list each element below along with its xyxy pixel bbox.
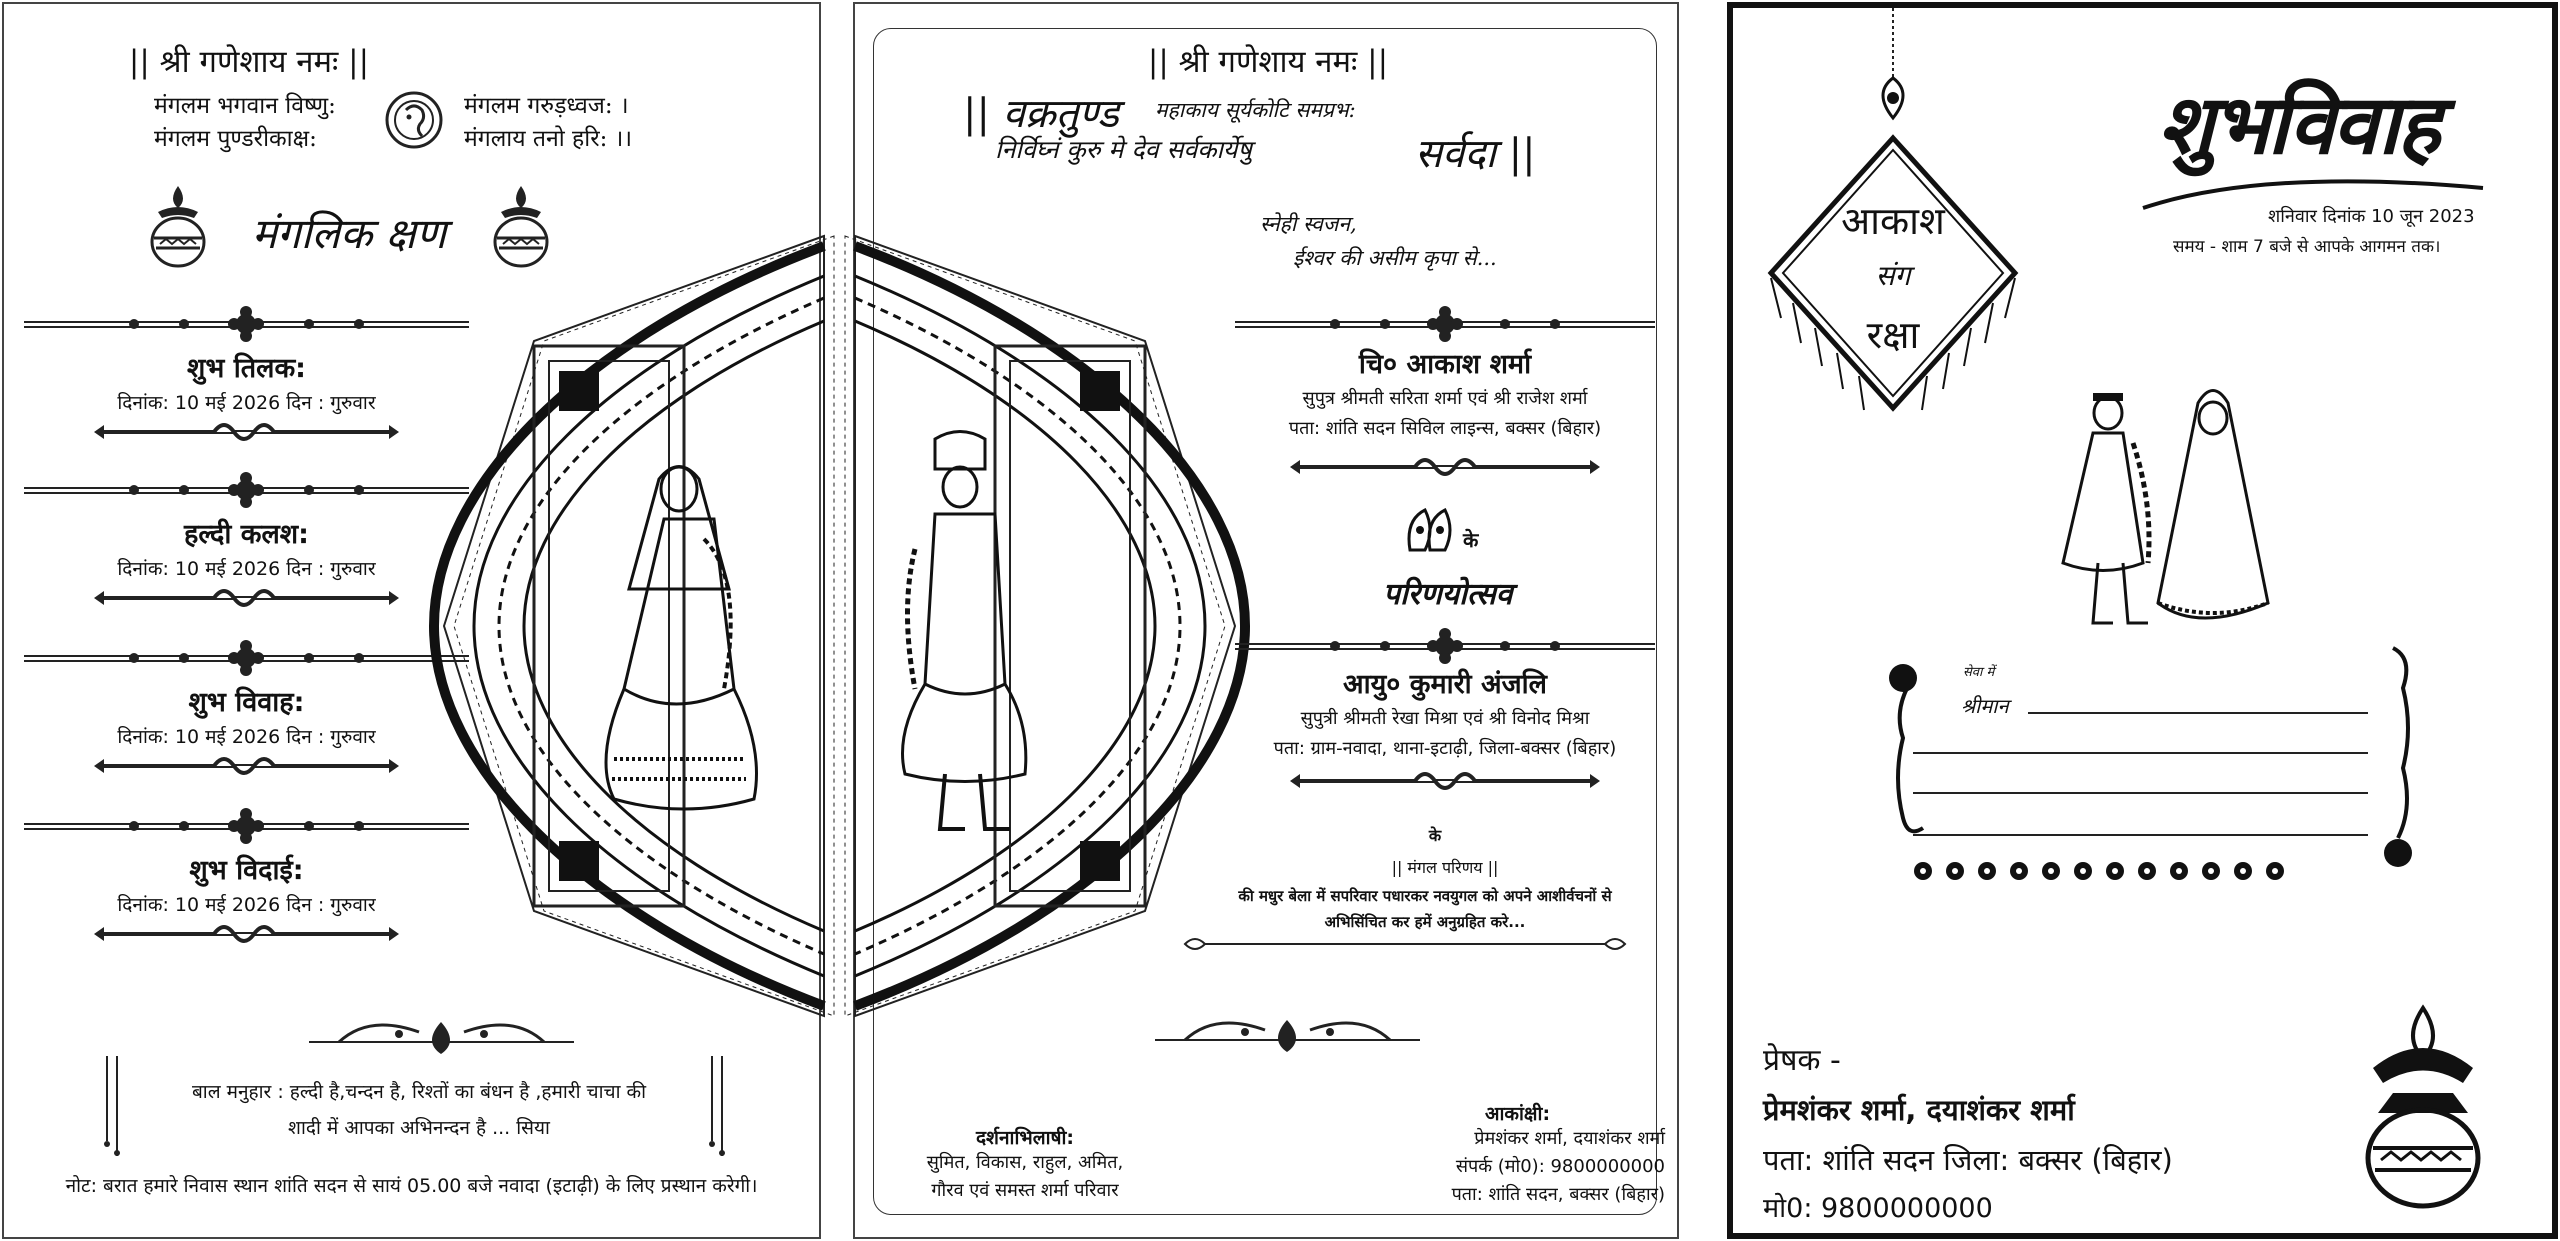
event-haldi <box>24 470 469 619</box>
ke-connector: के <box>1463 528 1479 552</box>
mangalik-heading: मंगलिक क्षण <box>251 209 447 258</box>
ganesh-icon <box>384 90 444 150</box>
tag-with: संग <box>1875 259 1911 292</box>
event-divider-bottom <box>24 415 469 449</box>
event-tilak <box>24 304 469 453</box>
event-date: दिनांक: 10 मई 2026 दिन : गुरुवार <box>117 558 376 580</box>
event-date: दिनांक: 10 मई 2026 दिन : गुरुवार <box>117 894 376 916</box>
sender-names: प्रेमशंकर शर्मा, दयाशंकर शर्मा <box>1763 1093 2075 1127</box>
shriman-label: श्रीमान <box>1961 694 2009 718</box>
bride-divider-bottom <box>1285 764 1605 798</box>
shloka-line2-a: निर्विघ्नं कुरु मे देव सर्वकार्येषु <box>995 135 1252 164</box>
scroll-divider <box>1175 932 1635 956</box>
invocation: || श्री गणेशाय नमः || <box>1147 44 1389 80</box>
groom-figure-icon <box>875 429 1055 839</box>
sender-address: पता: शांति सदन जिला: बक्सर (बिहार) <box>1763 1143 2173 1177</box>
card-panel-cover <box>1727 2 2558 1239</box>
invite-line1: की मधुर बेला में सपरिवार पधारकर नवयुगल को अपने आशीर्वचनों से <box>1238 887 1612 905</box>
bal-manuhar-line2: शादी में आपका अभिनन्दन है ... सिया <box>288 1117 550 1139</box>
shloka-line1-b: महाकाय सूर्यकोटि समप्रभ: <box>1155 98 1356 122</box>
flower-row-icon <box>1908 856 2378 886</box>
bride-name: आयु० कुमारी अंजलि <box>1343 669 1547 700</box>
hands-mehndi-icon <box>1400 500 1460 560</box>
shloka-line1-a: || वक्रतुण्ड <box>963 91 1119 137</box>
address-line-3[interactable] <box>1913 792 2368 794</box>
event-name: शुभ विवाह: <box>188 687 305 718</box>
groom-name: चि० आकाश शर्मा <box>1358 349 1532 380</box>
wedding-time: समय - शाम 7 बजे से आपके आगमन तक। <box>2173 237 2441 257</box>
akankshi-line1: प्रेमशंकर शर्मा, दयाशंकर शर्मा <box>1474 1128 1665 1149</box>
address-line-1[interactable] <box>2028 712 2368 714</box>
invite-line2: अभिसिंचित कर हमें अनुग्रहित करे... <box>1324 913 1526 931</box>
sender-label: प्रेषक - <box>1763 1043 1841 1078</box>
groom-address: पता: शांति सदन सिविल लाइन्स, बक्सर (बिहार) <box>1288 418 1602 439</box>
floral-divider-icon <box>1145 1010 1430 1058</box>
kalash-icon-left <box>146 182 210 272</box>
tag-groom: आकाश <box>1841 199 1945 243</box>
greeting-line1: स्नेही स्वजन, <box>1260 212 1357 236</box>
shloka-line2-b: सर्वदा || <box>1415 131 1536 177</box>
event-name: हल्दी कलश: <box>184 519 309 550</box>
card-panel-events <box>2 2 821 1239</box>
ke-connector-2: के <box>1428 826 1442 845</box>
event-divider-top <box>24 638 469 678</box>
akankshi-line2: संपर्क (मो0): 9800000000 <box>1455 1156 1665 1177</box>
couple-figure-icon <box>2038 383 2288 643</box>
mantra-line2-left: मंगलम पुण्डरीकाक्ष: <box>154 126 317 152</box>
sender-mobile: मो0: 9800000000 <box>1763 1193 1993 1224</box>
wedding-date: शनिवार दिनांक 10 जून 2023 <box>2268 206 2475 227</box>
event-date: दिनांक: 10 मई 2026 दिन : गुरुवार <box>117 392 376 414</box>
darshan-title: दर्शनाभिलाषी: <box>975 1127 1075 1149</box>
card-panel-invitation <box>853 2 1679 1239</box>
address-line-2[interactable] <box>1913 752 2368 754</box>
floral-divider-icon <box>299 1012 584 1060</box>
greeting-line2: ईश्वर की असीम कृपा से... <box>1293 246 1497 270</box>
bride-divider-top <box>1235 626 1655 666</box>
mantra-line2-right: मंगलाय तनो हरि: ।। <box>464 126 633 152</box>
tag-bride: रक्षा <box>1866 313 1920 357</box>
event-name: शुभ विदाई: <box>189 855 304 886</box>
kalash-icon <box>2353 998 2493 1218</box>
groom-divider-top <box>1235 304 1655 344</box>
bride-address: पता: ग्राम-नवादा, थाना-इटाढ़ी, जिला-बक्सर (बिहार) <box>1273 738 1617 759</box>
event-name: शुभ तिलक: <box>187 353 306 384</box>
event-divider-bottom <box>24 749 469 783</box>
event-divider-bottom <box>24 917 469 951</box>
bal-manuhar-line1: बाल मनुहार : हल्दी है,चन्दन है, रिश्तों का बंधन है ,हमारी चाचा की <box>191 1081 647 1103</box>
event-divider-bottom <box>24 581 469 615</box>
hanging-lines-right <box>704 1056 734 1156</box>
darshan-line1: सुमित, विकास, राहुल, अमित, <box>926 1152 1124 1173</box>
event-divider-top <box>24 806 469 846</box>
event-divider-top <box>24 304 469 344</box>
darshan-line2: गौरव एवं समस्त शर्मा परिवार <box>931 1180 1119 1201</box>
mangal-parinay: || मंगल परिणय || <box>1391 858 1499 877</box>
address-line-4[interactable] <box>1913 834 2368 836</box>
seva-mein: सेवा में <box>1963 665 1995 680</box>
parinayotsav-heading: परिणयोत्सव <box>1383 577 1513 612</box>
hanging-lines-left <box>99 1056 129 1156</box>
bride-figure-icon <box>584 459 774 819</box>
invocation: || श्री गणेशाय नमः || <box>128 44 370 80</box>
shubh-vivah-title: शुभविवाह <box>2158 77 2439 173</box>
event-vidai <box>24 806 469 955</box>
akankshi-title: आकांक्षी: <box>1485 1103 1551 1125</box>
akankshi-line3: पता: शांति सदन, बक्सर (बिहार) <box>1451 1184 1665 1205</box>
event-date: दिनांक: 10 मई 2026 दिन : गुरुवार <box>117 726 376 748</box>
bride-parents: सुपुत्री श्रीमती रेखा मिश्रा एवं श्री विनोद मिश्रा <box>1300 708 1590 729</box>
event-divider-top <box>24 470 469 510</box>
groom-parents: सुपुत्र श्रीमती सरिता शर्मा एवं श्री राजेश शर्मा <box>1302 388 1588 409</box>
procession-note: नोट: बरात हमारे निवास स्थान शांति सदन से सायं 05.00 बजे नवादा (इटाढ़ी) के लिए प्रस्थान करेगी। <box>65 1175 758 1197</box>
mantra-line1-left: मंगलम भगवान विष्णु: <box>154 93 336 119</box>
mantra-line1-right: मंगलम गरुड़ध्वज: । <box>464 93 629 119</box>
groom-divider-bottom <box>1285 450 1605 484</box>
event-vivah <box>24 638 469 787</box>
